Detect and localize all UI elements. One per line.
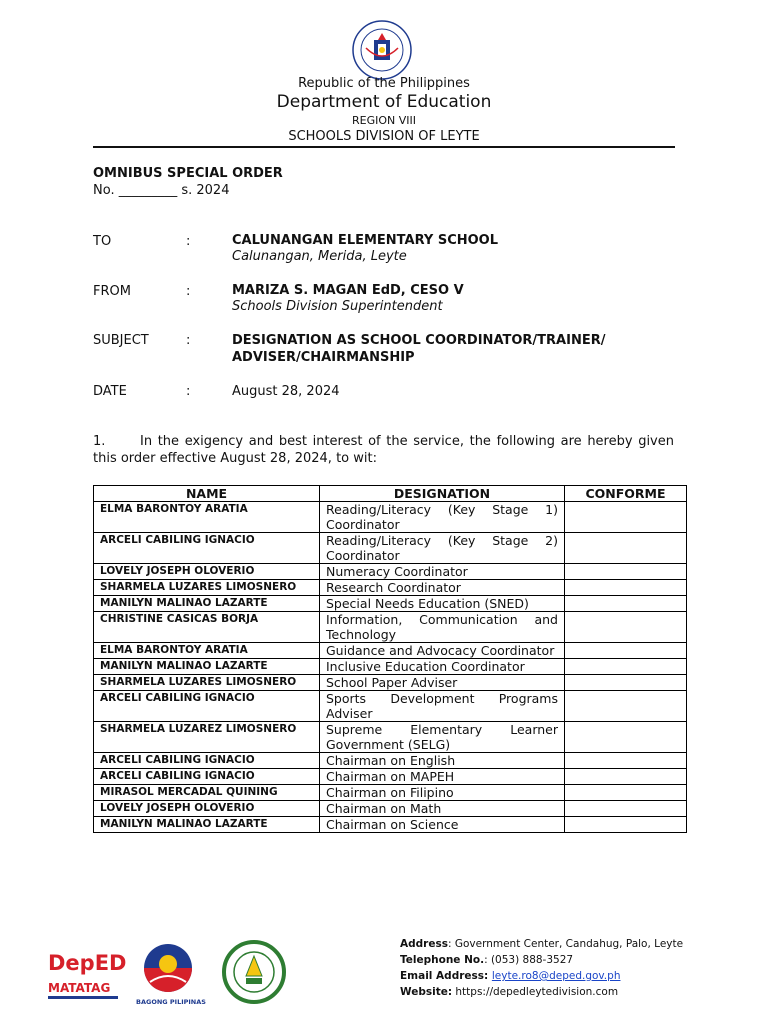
row-designation: School Paper Adviser [320,675,565,691]
row-name: CHRISTINE CASICAS BORJA [94,612,320,643]
order-paragraph [93,433,674,467]
phone-value: : (053) 888-3527 [484,954,574,966]
order-title: OMNIBUS SPECIAL ORDER [93,166,283,181]
email-label: Email Address [400,970,485,982]
paragraph-number: 1. [93,434,106,449]
footer-email-line: Email Address: leyte.ro8@deped.gov.ph [400,970,621,982]
table-row [94,564,687,580]
deped-seal-logo [352,20,412,80]
from-value [232,282,464,315]
row-designation: Inclusive Education Coordinator [320,659,565,675]
to-colon: : [186,234,191,249]
region-line: REGION VIII [351,114,416,127]
deped-wordmark: DepED [48,951,127,975]
row-name: SHARMELA LUZARES LIMOSNERO [94,580,320,596]
table-row [94,612,687,643]
row-conforme[interactable] [565,769,687,785]
row-name: SHARMELA LUZARES LIMOSNERO [94,675,320,691]
date-label: DATE [93,384,127,399]
date-value: August 28, 2024 [232,384,340,399]
row-name: ELMA BARONTOY ARATIA [94,643,320,659]
table-row [94,817,687,833]
to-name: CALUNANGAN ELEMENTARY SCHOOL [232,233,499,248]
bagong-pilipinas-text: BAGONG PILIPINAS [136,998,206,1006]
table-row [94,502,687,533]
website-label: Website: [400,986,453,998]
row-conforme[interactable] [565,643,687,659]
table-row [94,643,687,659]
from-position: Schools Division Superintendent [232,299,443,314]
department-title: Department of Education [276,92,492,112]
row-name: ARCELI CABILING IGNACIO [94,769,320,785]
matatag-wordmark: MATATAG [48,981,111,995]
row-designation: Chairman on Filipino [320,785,565,801]
table-row [94,596,687,612]
row-designation: Chairman on Science [320,817,565,833]
table-row [94,801,687,817]
paragraph-text: In the exigency and best interest of the service, the following are hereby given this order effective August 28, 2024, to wit: [93,434,674,466]
deped-matatag-logo [48,951,126,999]
row-designation: Special Needs Education (SNED) [320,596,565,612]
table-row [94,659,687,675]
bagong-pilipinas-logo [136,944,206,1006]
row-designation: Reading/Literacy (Key Stage 1) Coordinator [320,502,565,533]
col-header-conforme: CONFORME [565,486,687,502]
row-conforme[interactable] [565,533,687,564]
row-name: MANILYN MALINAO LAZARTE [94,817,320,833]
footer-contact [400,936,683,1000]
row-conforme[interactable] [565,691,687,722]
from-label: FROM [93,284,131,299]
table-row [94,675,687,691]
row-designation: Guidance and Advocacy Coordinator [320,643,565,659]
row-designation: Chairman on English [320,753,565,769]
footer-website-line [400,984,683,1000]
row-name: ARCELI CABILING IGNACIO [94,533,320,564]
header-divider [93,146,675,148]
row-name: ELMA BARONTOY ARATIA [94,502,320,533]
table-row [94,785,687,801]
phone-label: Telephone No. [400,954,485,966]
row-conforme[interactable] [565,753,687,769]
row-designation: Supreme Elementary Learner Government (SELG) [320,722,565,753]
subject-colon: : [186,333,191,348]
republic-line: Republic of the Philippines [298,76,470,91]
row-conforme[interactable] [565,785,687,801]
table-row [94,533,687,564]
row-designation: Numeracy Coordinator [320,564,565,580]
row-conforme[interactable] [565,564,687,580]
row-name: MIRASOL MERCADAL QUINING [94,785,320,801]
address-value: : Government Center, Candahug, Palo, Leyte [447,938,684,950]
row-name: ARCELI CABILING IGNACIO [94,753,320,769]
table-body [94,502,687,833]
from-colon: : [186,284,191,299]
footer-address-line [400,936,683,952]
row-designation: Information, Communication and Technology [320,612,565,643]
row-conforme[interactable] [565,801,687,817]
row-conforme[interactable] [565,675,687,691]
row-name: MANILYN MALINAO LAZARTE [94,596,320,612]
table-header-row [94,486,687,502]
row-name: LOVELY JOSEPH OLOVERIO [94,801,320,817]
row-conforme[interactable] [565,502,687,533]
designation-table [93,485,687,833]
table-row [94,769,687,785]
table-row [94,580,687,596]
row-designation: Chairman on MAPEH [320,769,565,785]
row-name: MANILYN MALINAO LAZARTE [94,659,320,675]
row-conforme[interactable] [565,612,687,643]
order-number: No. _________ s. 2024 [93,183,230,198]
to-address: Calunangan, Merida, Leyte [232,249,407,264]
subject-label: SUBJECT [93,333,149,348]
table-row [94,691,687,722]
row-name: LOVELY JOSEPH OLOVERIO [94,564,320,580]
row-conforme[interactable] [565,596,687,612]
date-colon: : [186,384,191,399]
col-header-designation: DESIGNATION [320,486,565,502]
address-label: Address [400,938,448,950]
division-seal-logo [224,942,284,1002]
row-designation: Research Coordinator [320,580,565,596]
table-row [94,753,687,769]
footer-logos [46,940,306,1008]
row-designation: Chairman on Math [320,801,565,817]
to-label: TO [93,234,112,249]
row-conforme[interactable] [565,817,687,833]
footer-phone-line [400,952,683,968]
row-conforme[interactable] [565,580,687,596]
row-name: ARCELI CABILING IGNACIO [94,691,320,722]
division-line: SCHOOLS DIVISION OF LEYTE [288,129,480,144]
row-conforme[interactable] [565,659,687,675]
from-name: MARIZA S. MAGAN EdD, CESO V [232,283,464,298]
row-conforme[interactable] [565,722,687,753]
subject-line-1: DESIGNATION AS SCHOOL COORDINATOR/TRAINER/ [232,333,606,348]
website-value[interactable]: https://depedleytedivision.com [452,986,619,998]
subject-value [232,332,605,366]
row-designation: Reading/Literacy (Key Stage 2) Coordinator [320,533,565,564]
table-row [94,722,687,753]
subject-line-2: ADVISER/CHAIRMANSHIP [232,350,415,365]
col-header-name: NAME [94,486,320,502]
to-value [232,232,498,265]
row-designation: Sports Development Programs Adviser [320,691,565,722]
email-link[interactable]: leyte.ro8@deped.gov.ph [491,970,621,982]
row-name: SHARMELA LUZAREZ LIMOSNERO [94,722,320,753]
